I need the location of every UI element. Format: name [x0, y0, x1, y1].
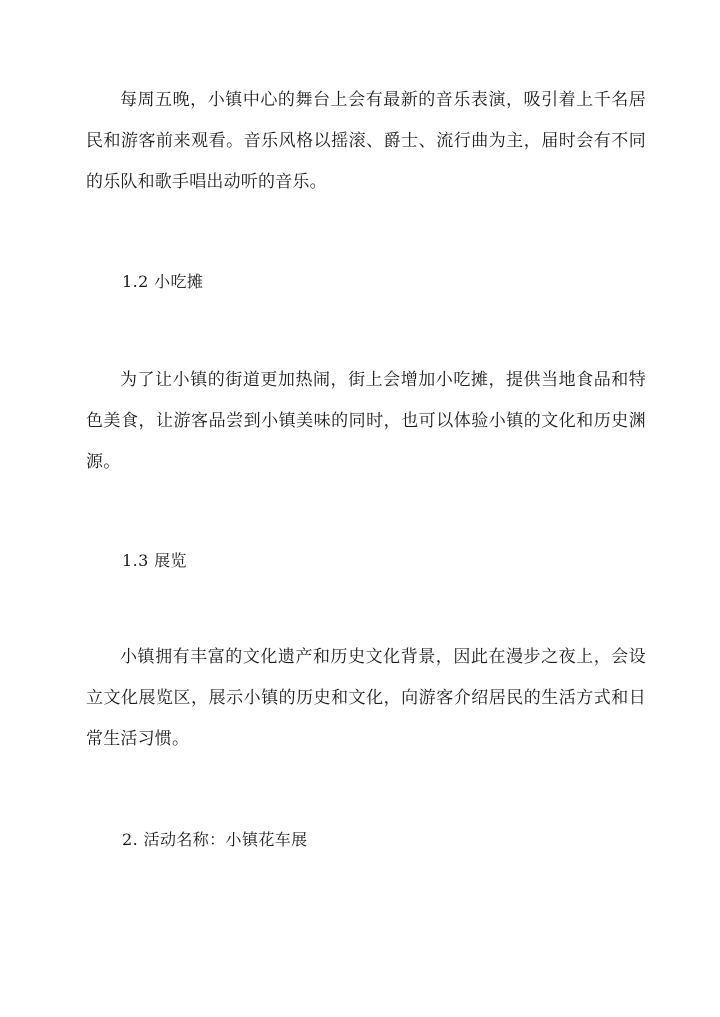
paragraph-snack-stalls: 为了让小镇的街道更加热闹，街上会增加小吃摊，提供当地食品和特色美食，让游客品尝到小镇美味的同时，也可以体验小镇的文化和历史渊源。 — [86, 370, 646, 472]
section-heading-activity-name: 2. 活动名称：小镇花车展 — [122, 830, 308, 849]
section-heading-snack-stalls: 1.2 小吃摊 — [122, 272, 204, 291]
paragraph-music-performance: 每周五晚，小镇中心的舞台上会有最新的音乐表演，吸引着上千名居民和游客前来观看。音乐风格以摇滚、爵士、流行曲为主，届时会有不同的乐队和歌手唱出动听的音乐。 — [86, 90, 646, 192]
section-heading-exhibition: 1.3 展览 — [122, 551, 187, 570]
paragraph-exhibition: 小镇拥有丰富的文化遗产和历史文化背景，因此在漫步之夜上，会设立文化展览区，展示小镇的历史和文化，向游客介绍居民的生活方式和日常生活习惯。 — [86, 647, 646, 749]
